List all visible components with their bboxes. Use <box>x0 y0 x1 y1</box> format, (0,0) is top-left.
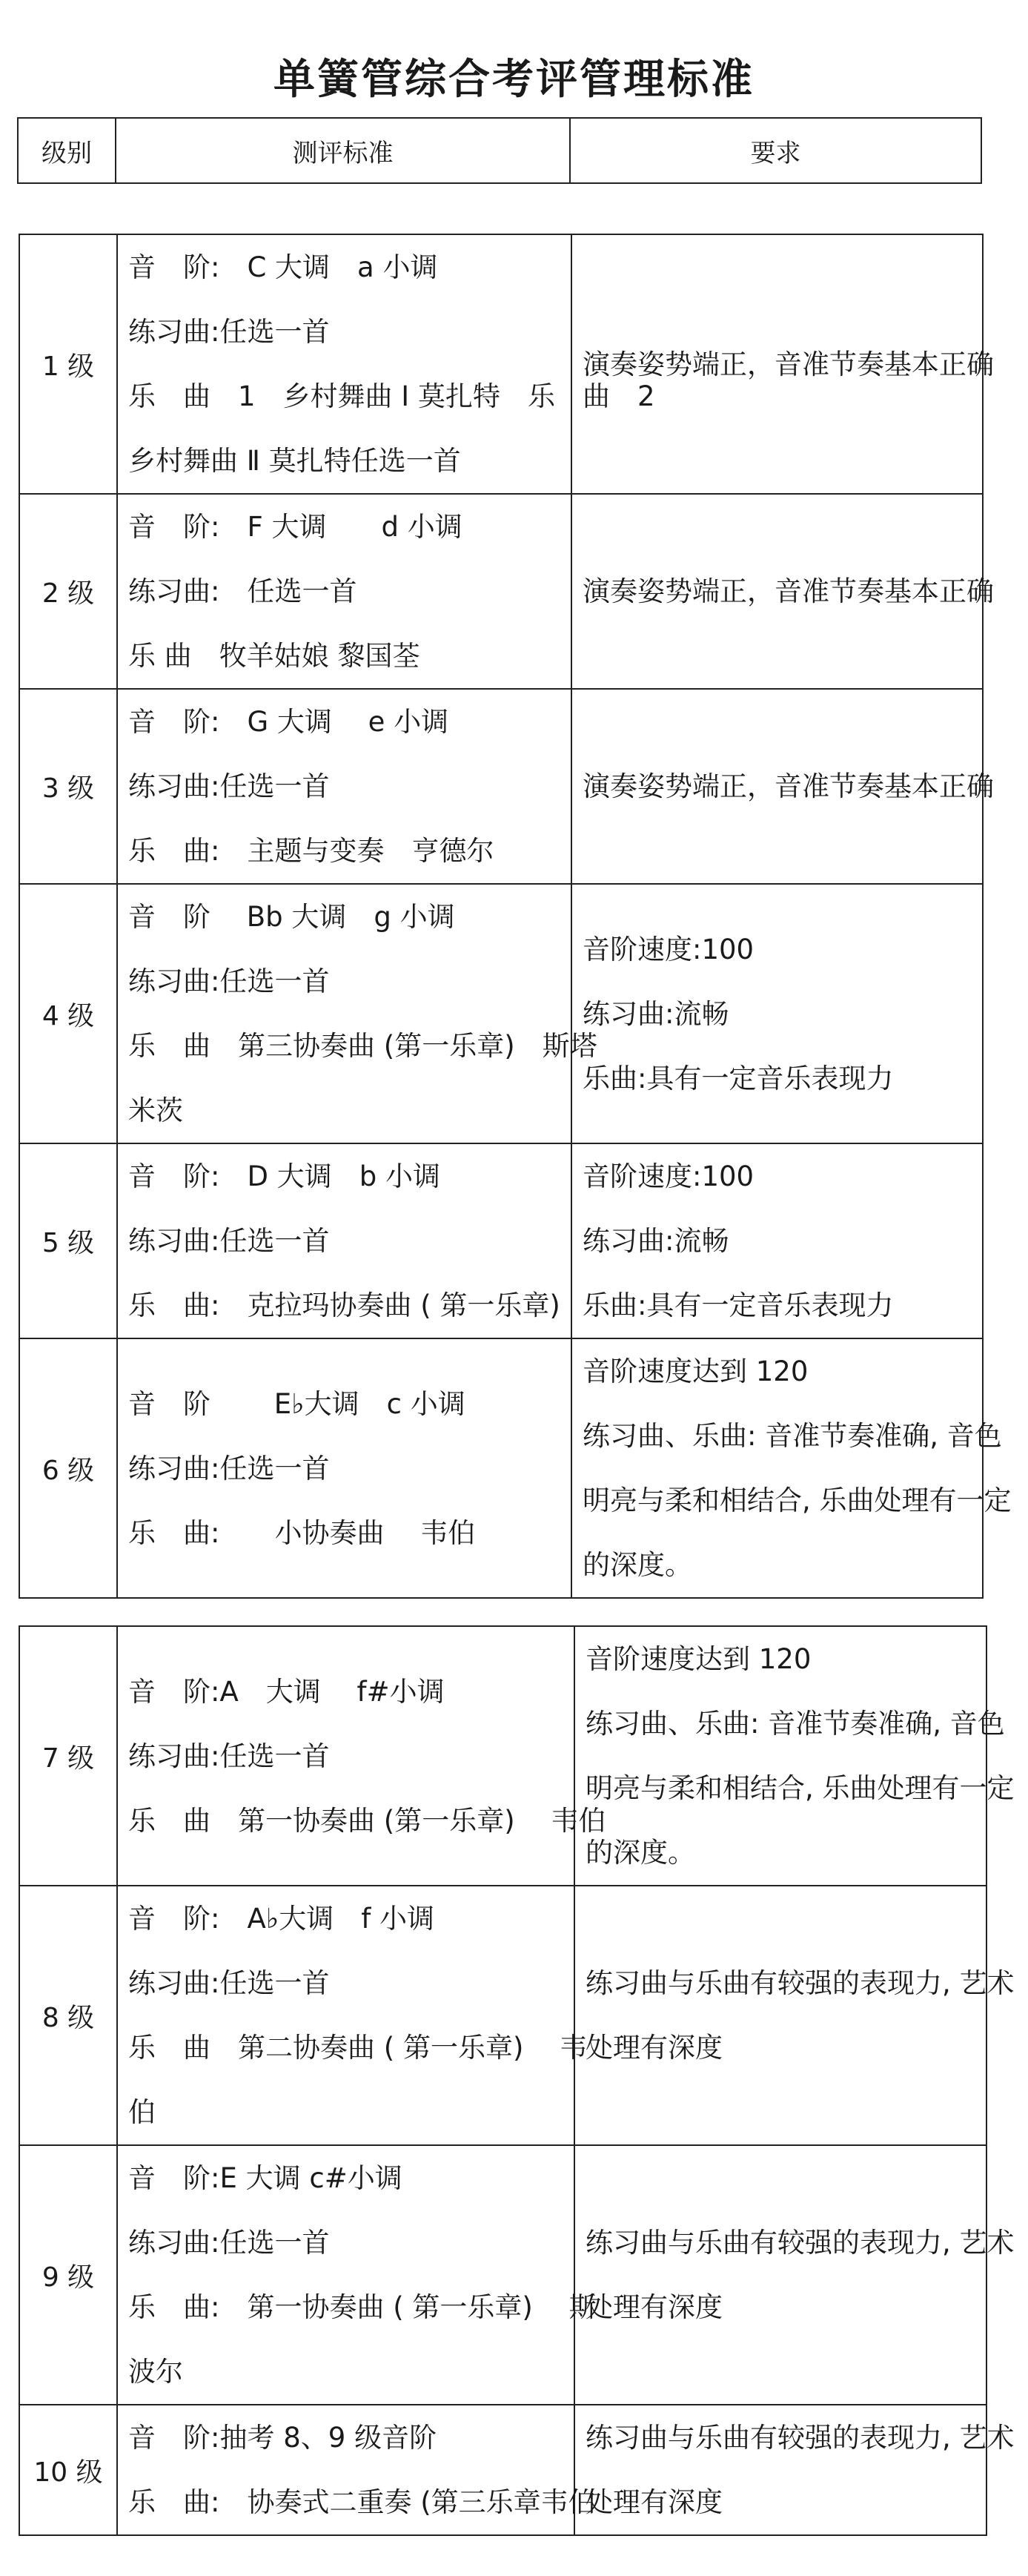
requirement-line: 乐曲:具有一定音乐表现力 <box>583 1062 894 1094</box>
standard-line: 音 阶: D 大调 b 小调 <box>128 1160 440 1192</box>
level-row <box>19 1338 983 1598</box>
standard-cell <box>117 1886 588 2145</box>
header-level: 级别 <box>18 118 116 183</box>
standard-line: 乐 曲 第三协奏曲 (第一乐章) 斯塔 <box>128 1030 597 1062</box>
requirement-cell <box>571 1143 983 1338</box>
standard-line: 音 阶: F 大调 d 小调 <box>128 511 462 543</box>
level-row <box>19 494 983 689</box>
header-requirement: 要求 <box>570 118 981 183</box>
requirement-line: 音阶速度达到 120 <box>586 1643 812 1675</box>
standard-line: 伯 <box>128 2096 156 2128</box>
standard-cell <box>117 1338 571 1598</box>
requirement-cell <box>574 2405 1015 2535</box>
standard-line: 练习曲:任选一首 <box>128 316 330 348</box>
standard-line: 练习曲:任选一首 <box>128 1225 330 1257</box>
level-label: 3 级 <box>19 689 117 884</box>
standard-line: 练习曲:任选一首 <box>128 770 330 802</box>
requirement-cell <box>571 494 994 689</box>
requirement-line: 处理有深度 <box>586 2291 723 2323</box>
standard-line: 练习曲:任选一首 <box>128 1740 330 1772</box>
standard-cell <box>117 2405 596 2535</box>
level-label: 5 级 <box>19 1143 117 1338</box>
levels-table-part-1 <box>19 234 1012 1599</box>
standard-cell <box>117 2145 597 2405</box>
requirement-line: 的深度。 <box>586 1837 695 1869</box>
requirement-line: 明亮与柔和相结合, 乐曲处理有一定 <box>583 1484 1012 1516</box>
header-row <box>18 118 981 183</box>
standard-cell <box>117 1626 606 1886</box>
standard-line: 乡村舞曲 Ⅱ 莫扎特任选一首 <box>128 445 461 477</box>
requirement-line: 处理有深度 <box>586 2486 723 2518</box>
level-row <box>19 884 983 1143</box>
requirement-cell <box>574 1626 1015 1886</box>
requirement-cell <box>571 689 994 884</box>
standard-cell <box>117 494 571 689</box>
standard-line: 乐 曲 第一协奏曲 (第一乐章) 韦伯 <box>128 1804 606 1837</box>
standard-line: 乐 曲 牧羊姑娘 黎国荃 <box>128 640 420 672</box>
requirement-line: 练习曲与乐曲有较强的表现力, 艺术 <box>586 1967 1015 1999</box>
level-row <box>19 1886 986 2145</box>
header-standard: 测评标准 <box>116 118 570 183</box>
requirement-line: 音阶速度:100 <box>583 933 755 965</box>
standard-line: 乐 曲 第二协奏曲 ( 第一乐章) 韦 <box>128 2032 588 2064</box>
standard-cell <box>117 1143 571 1338</box>
level-row <box>19 234 983 494</box>
standard-line: 乐 曲: 第一协奏曲 ( 第一乐章) 斯 <box>128 2291 597 2323</box>
requirement-line: 音阶速度:100 <box>583 1160 755 1192</box>
level-row <box>19 2405 986 2535</box>
requirement-line: 乐曲:具有一定音乐表现力 <box>583 1289 894 1321</box>
requirement-cell <box>571 1338 1012 1598</box>
standard-line: 乐 曲: 主题与变奏 亨德尔 <box>128 835 494 867</box>
standard-line: 乐 曲 1 乡村舞曲 Ⅰ 莫扎特 乐 曲 2 <box>128 380 655 412</box>
requirement-line: 演奏姿势端正，音准节奏基本正确 <box>583 770 994 802</box>
levels-table-part-2 <box>19 1625 1015 2536</box>
standard-line: 乐 曲: 协奏式二重奏 (第三乐章韦伯 <box>128 2486 596 2518</box>
level-label: 8 级 <box>19 1886 117 2145</box>
standard-line: 音 阶 E♭大调 c 小调 <box>128 1387 465 1420</box>
level-label: 9 级 <box>19 2145 117 2405</box>
requirement-line: 练习曲与乐曲有较强的表现力, 艺术 <box>586 2422 1015 2454</box>
requirement-cell <box>571 884 983 1143</box>
level-label: 4 级 <box>19 884 117 1143</box>
standard-cell <box>117 234 655 494</box>
standard-line: 练习曲:任选一首 <box>128 965 330 997</box>
standard-line: 音 阶:A 大调 f#小调 <box>128 1675 445 1708</box>
standard-line: 练习曲: 任选一首 <box>128 575 357 607</box>
standard-cell <box>117 689 571 884</box>
level-label: 2 级 <box>19 494 117 689</box>
standard-line: 音 阶: G 大调 e 小调 <box>128 706 449 738</box>
level-label: 1 级 <box>19 234 117 494</box>
standard-line: 音 阶 Bb 大调 g 小调 <box>128 901 455 933</box>
level-label: 10 级 <box>19 2405 117 2535</box>
requirement-line: 明亮与柔和相结合, 乐曲处理有一定 <box>586 1772 1015 1804</box>
standard-line: 米茨 <box>128 1094 183 1126</box>
requirement-line: 音阶速度达到 120 <box>583 1355 809 1387</box>
requirement-line: 练习曲、乐曲: 音准节奏准确, 音色 <box>583 1420 1002 1452</box>
requirement-line: 练习曲、乐曲: 音准节奏准确, 音色 <box>586 1708 1005 1740</box>
header-table <box>17 117 982 184</box>
requirement-cell <box>574 2145 1015 2405</box>
standard-line: 音 阶:抽考 8、9 级音阶 <box>128 2422 437 2454</box>
standard-line: 练习曲:任选一首 <box>128 2227 330 2259</box>
requirement-cell <box>571 234 994 494</box>
standard-line: 音 阶: C 大调 a 小调 <box>128 251 438 283</box>
requirement-line: 练习曲:流畅 <box>583 1225 729 1257</box>
level-row <box>19 1143 983 1338</box>
page-title: 单簧管综合考评管理标准 <box>273 56 755 104</box>
requirement-line: 的深度。 <box>583 1549 692 1581</box>
requirement-cell <box>574 1886 1015 2145</box>
standard-line: 练习曲:任选一首 <box>128 1452 330 1484</box>
requirement-line: 演奏姿势端正，音准节奏基本正确 <box>583 348 994 380</box>
standard-line: 乐 曲: 克拉玛协奏曲 ( 第一乐章) <box>128 1289 560 1321</box>
requirement-line: 演奏姿势端正，音准节奏基本正确 <box>583 575 994 607</box>
level-row <box>19 2145 986 2405</box>
requirement-line: 练习曲:流畅 <box>583 997 729 1030</box>
standard-line: 乐 曲: 小协奏曲 韦伯 <box>128 1516 476 1549</box>
level-row <box>19 1626 986 1886</box>
standard-line: 音 阶: A♭大调 f 小调 <box>128 1903 435 1935</box>
level-label: 6 级 <box>19 1338 117 1598</box>
standard-line: 波尔 <box>128 2356 183 2388</box>
level-label: 7 级 <box>19 1626 117 1886</box>
standard-line: 音 阶:E 大调 c#小调 <box>128 2162 402 2194</box>
level-row <box>19 689 983 884</box>
standard-line: 练习曲:任选一首 <box>128 1967 330 1999</box>
standard-cell <box>117 884 597 1143</box>
requirement-line: 处理有深度 <box>586 2032 723 2064</box>
requirement-line: 练习曲与乐曲有较强的表现力, 艺术 <box>586 2227 1015 2259</box>
